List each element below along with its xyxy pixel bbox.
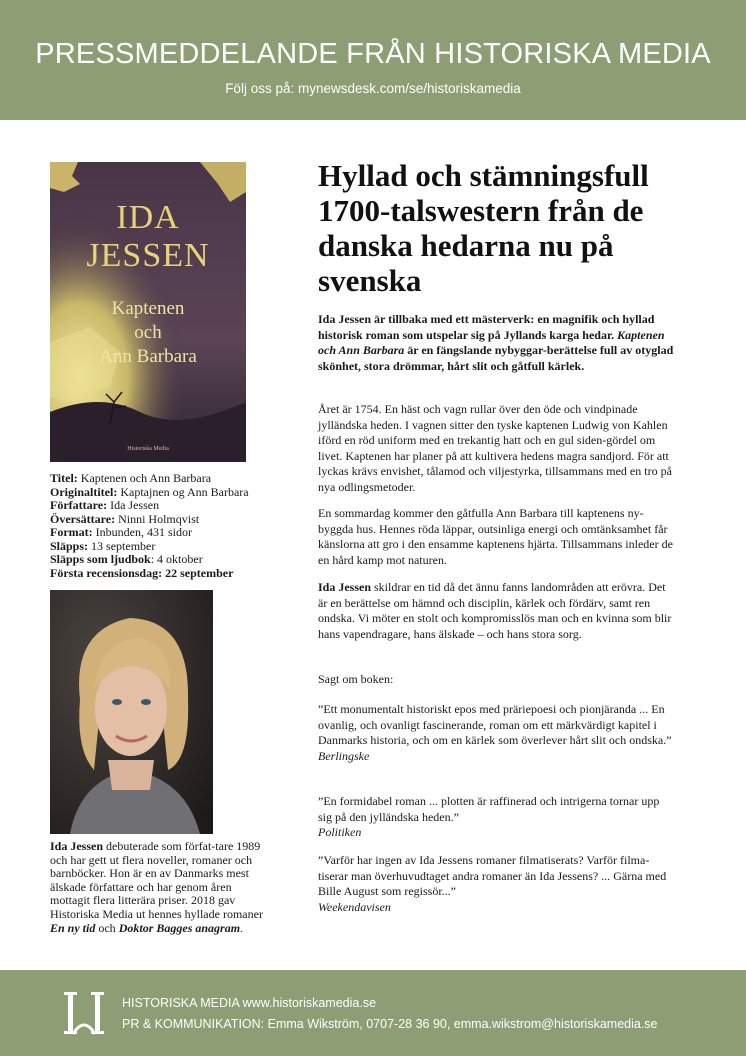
cover-publisher: Historiska Media xyxy=(127,446,169,452)
book-reference: En ny tid xyxy=(50,920,96,935)
body-paragraph: Året är 1754. En häst och vagn rullar över den öde och vindpinade jylländska heden. I vagnen sitter den tyske kaptenen Ludwig von Kahlen iförd en röd uniform med en trekantig hatt och en gul siden-gördel om livet. Kaptenen har planer på att kultivera hedens magra sandjord. För att lyckas krävs envishet, tålamod och viljestyrka, tillsammans med en tro på nya odlingsmetoder. xyxy=(318,402,672,494)
cover-title-line3: Ann Barbara xyxy=(99,346,197,367)
review-source: Politiken xyxy=(318,825,362,840)
body-paragraph: Ida Jessen skildrar en tid då det ännu fanns landområden att erövra. Det är en berättelse om hämnd och disciplin, kärlek och fördärv, samt ren ondska. Vi möter en stolt och kompromisslös man och en kvinna som blir hans vapendragare, hans älskade – och hans stora sorg. xyxy=(318,580,672,641)
book-title: Kaptenen och Ann Barbara xyxy=(318,327,665,358)
book-info-row: Författare: Ida Jessen xyxy=(50,498,160,512)
book-info-row: Format: Inbunden, 431 sidor xyxy=(50,525,192,539)
cover-author-last: JESSEN xyxy=(86,237,210,274)
body-paragraph: En sommardag kommer den gåtfulla Ann Barbara till kaptenens ny-byggda hus. Hennes röda läppar, outsinliga energi och omtänksamhet får känslorna att gro i den ensamme kaptenens hjärta. Tillsammans inleder de en hård kamp mot naturen. xyxy=(318,506,673,567)
review-quote: ”Ett monumentalt historiskt epos med präriepoesi och pionjäranda ... En ovanlig, och ovanligt fascinerande, roman om ett märkvärdigt kapitel i Danmarks historia, och om en kärlek som överlever hårt slit och ondska.” Berlingske xyxy=(318,702,676,764)
book-info xyxy=(50,472,280,580)
author-photo xyxy=(50,590,213,834)
book-info-row: Släpps som ljudbok: 4 oktober xyxy=(50,552,203,566)
reviews-heading: Sagt om boken: xyxy=(318,672,394,686)
book-cover-art xyxy=(50,162,246,462)
footer-publisher: HISTORISKA MEDIA www.historiskamedia.se xyxy=(122,996,377,1010)
cover-author-first: IDA xyxy=(116,199,180,236)
headline: Hyllad och stämningsfull 1700-talswestern från de danska hedarna nu på svenska xyxy=(318,158,649,298)
review-source: Berlingske xyxy=(318,748,370,763)
book-info-row: Översättare: Ninni Holmqvist xyxy=(50,511,200,526)
review-quote: ”Varför har ingen av Ida Jessens romaner filmatiserats? Varför filma-tiserar man överhuvudtaget andra romaner än Ida Jessens? ... Gärna med Bille August som regissör...” Weekendavisen xyxy=(318,853,676,915)
book-cover xyxy=(50,162,246,462)
page-header xyxy=(0,0,746,120)
author-bio: Ida Jessen debuterade som förfat-tare 1989 och har gett ut flera noveller, romaner och barnböcker. Hon är en av Danmarks mest älskade författare och har genom åren mottagit flera litterära priser. 2018 gav Historiska Media ut hennes hyllade romaner En ny tid och Doktor Bagges anagram. xyxy=(50,839,263,935)
page-footer xyxy=(0,970,746,1056)
book-info-row: Titel: Kaptenen och Ann Barbara xyxy=(50,471,212,485)
book-reference: Doktor Bagges anagram xyxy=(118,920,241,935)
review-quote: ”En formidabel roman ... plotten är raffinerad och intrigerna tornar upp sig på den jylländska heden.” Politiken xyxy=(318,794,676,841)
review-source: Weekendavisen xyxy=(318,899,391,914)
book-info-row: Första recensionsdag: 22 september xyxy=(50,565,234,580)
book-info-row: Originaltitel: Kaptajnen og Ann Barbara xyxy=(50,484,249,499)
book-info-row: Släpps: 13 september xyxy=(50,538,156,553)
cover-title-line2: och xyxy=(134,322,162,343)
header-title: PRESSMEDDELANDE FRÅN HISTORISKA MEDIA xyxy=(35,38,711,70)
header-subtitle: Följ oss på: mynewsdesk.com/se/historiskamedia xyxy=(225,81,521,96)
author-name: Ida Jessen xyxy=(50,839,104,853)
lead-paragraph: Ida Jessen är tillbaka med ett mästerverk: en magnifik och hyllad historisk roman som utspelar sig på Jyllands karga hedar. Kaptenen och Ann Barbara är en fängslande nybyggar-berättelse full av otyglad skönhet, stora drömmar, hårt slit och gåtfull kärlek. xyxy=(318,312,674,373)
historiska-media-logo-icon xyxy=(62,988,106,1038)
cover-title-line1: Kaptenen xyxy=(111,298,185,319)
footer-contact: PR & KOMMUNIKATION: Emma Wikström, 0707-28 36 90, emma.wikstrom@historiskamedia.se xyxy=(122,1017,658,1031)
